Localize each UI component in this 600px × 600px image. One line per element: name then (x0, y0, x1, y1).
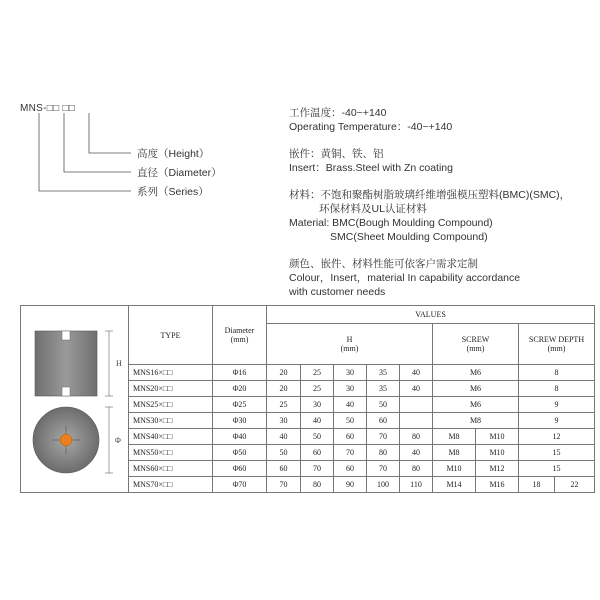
insert-circle (60, 434, 72, 446)
h-cell: 30 (334, 365, 367, 381)
h-cell: 30 (267, 413, 301, 429)
height-code-boxes: □□ (62, 103, 76, 114)
h-cell: 40 (301, 413, 334, 429)
temp-cn: 工作温度：-40~+140 (289, 107, 387, 119)
h-cell: 30 (334, 381, 367, 397)
h-cell: 40 (400, 445, 433, 461)
diameter-cell: Φ50 (213, 445, 267, 461)
product-figure-cell (21, 306, 129, 493)
material-en-1: Material: BMC(Bough Moulding Compound) (289, 217, 493, 229)
h-cell: 40 (400, 381, 433, 397)
h-header-unit: (mm) (340, 344, 359, 353)
h-cell: 80 (400, 429, 433, 445)
h-cell: 50 (334, 413, 367, 429)
h-cell: 80 (301, 477, 334, 493)
depth-header-unit: (mm) (547, 344, 566, 353)
h-cell: 70 (301, 461, 334, 477)
depth-cell: 18 (519, 477, 555, 493)
type-header: TYPE (129, 306, 213, 365)
diameter-label: 直径（Diameter） (137, 167, 222, 179)
h-cell (400, 397, 433, 413)
screw-cell: M10 (476, 429, 519, 445)
screw-header (433, 324, 519, 365)
h-cell: 35 (367, 381, 400, 397)
h-cell: 25 (301, 365, 334, 381)
screw-cell: M10 (476, 445, 519, 461)
h-cell: 70 (367, 429, 400, 445)
depth-cell: 12 (519, 429, 595, 445)
height-label: 高度（Height） (137, 148, 210, 160)
depth-cell: 9 (519, 413, 595, 429)
type-cell: MNS40×□□ (129, 429, 213, 445)
diameter-cell: Φ30 (213, 413, 267, 429)
diameter-cell: Φ60 (213, 461, 267, 477)
h-cell: 60 (301, 445, 334, 461)
h-header-label: H (346, 335, 353, 344)
h-cell: 80 (367, 445, 400, 461)
screw-cell: M16 (476, 477, 519, 493)
screw-cell: M8 (433, 429, 476, 445)
depth-cell: 8 (519, 365, 595, 381)
material-cn-2: 环保材料及UL认证材料 (319, 203, 427, 215)
h-cell: 20 (267, 381, 301, 397)
cylinder-side-view (35, 331, 97, 396)
product-drawing (21, 306, 127, 492)
diameter-header (213, 306, 267, 365)
custom-en-1: Colour，Insert，material In capability accordance (289, 272, 521, 284)
screw-cell: M6 (433, 365, 519, 381)
series-label: 系列（Series） (137, 186, 209, 198)
depth-cell: 22 (555, 477, 595, 493)
h-cell: 90 (334, 477, 367, 493)
model-code-diagram (0, 0, 280, 210)
screw-cell: M8 (433, 413, 519, 429)
h-cell: 50 (367, 397, 400, 413)
depth-header-label: SCREW DEPTH (528, 335, 585, 344)
h-cell: 110 (400, 477, 433, 493)
type-cell: MNS25×□□ (129, 397, 213, 413)
h-cell: 35 (367, 365, 400, 381)
model-prefix: MNS- (20, 103, 47, 114)
type-cell: MNS70×□□ (129, 477, 213, 493)
h-cell (400, 413, 433, 429)
depth-cell: 8 (519, 381, 595, 397)
screw-header-label: SCREW (461, 335, 490, 344)
values-table-wrapper (20, 305, 584, 493)
spec-text (289, 106, 589, 299)
top-insert-hole (62, 331, 70, 340)
bottom-insert-hole (62, 387, 70, 396)
h-cell: 70 (334, 445, 367, 461)
depth-header (519, 324, 595, 365)
h-cell: 25 (267, 397, 301, 413)
custom-en-2: with customer needs (289, 286, 386, 298)
values-header: VALUES (267, 306, 595, 324)
screw-cell: M6 (433, 381, 519, 397)
screw-cell: M8 (433, 445, 476, 461)
h-cell: 60 (334, 429, 367, 445)
type-cell: MNS30×□□ (129, 413, 213, 429)
h-cell: 60 (267, 461, 301, 477)
type-cell: MNS16×□□ (129, 365, 213, 381)
h-cell: 50 (267, 445, 301, 461)
insert-en: Insert：Brass.Steel with Zn coating (289, 162, 453, 174)
h-cell: 50 (301, 429, 334, 445)
diameter-cell: Φ40 (213, 429, 267, 445)
temp-en: Operating Temperature：-40~+140 (289, 121, 453, 133)
diameter-cell: Φ70 (213, 477, 267, 493)
material-en-2: SMC(Sheet Moulding Compound) (330, 231, 488, 243)
model-code (20, 103, 75, 114)
h-cell: 60 (334, 461, 367, 477)
screw-cell: M6 (433, 397, 519, 413)
type-cell: MNS20×□□ (129, 381, 213, 397)
h-cell: 20 (267, 365, 301, 381)
diameter-header-unit: (mm) (230, 335, 249, 344)
diameter-cell: Φ20 (213, 381, 267, 397)
screw-cell: M12 (476, 461, 519, 477)
height-symbol: H (116, 359, 122, 368)
depth-cell: 15 (519, 445, 595, 461)
type-cell: MNS60×□□ (129, 461, 213, 477)
h-cell: 25 (301, 381, 334, 397)
insert-cn: 嵌件：黄铜、铁、铝 (289, 148, 384, 160)
type-cell: MNS50×□□ (129, 445, 213, 461)
diameter-code-boxes: □□ (46, 103, 60, 114)
h-cell: 40 (334, 397, 367, 413)
h-cell: 70 (367, 461, 400, 477)
h-cell: 40 (267, 429, 301, 445)
h-cell: 30 (301, 397, 334, 413)
h-cell: 70 (267, 477, 301, 493)
h-cell: 40 (400, 365, 433, 381)
diameter-cell: Φ16 (213, 365, 267, 381)
screw-cell: M10 (433, 461, 476, 477)
custom-cn: 颜色、嵌件、材料性能可依客户需求定制 (289, 258, 478, 270)
material-cn-1: 材料：不饱和聚酯树脂玻璃纤维增强模压塑料(BMC)(SMC)， (289, 189, 571, 201)
h-cell: 60 (367, 413, 400, 429)
h-header (267, 324, 433, 365)
screw-header-unit: (mm) (466, 344, 485, 353)
screw-cell: M14 (433, 477, 476, 493)
depth-cell: 15 (519, 461, 595, 477)
diameter-symbol: Φ (115, 436, 121, 445)
diameter-cell: Φ25 (213, 397, 267, 413)
values-table (20, 305, 595, 493)
depth-cell: 9 (519, 397, 595, 413)
diameter-header-label: Diameter (224, 326, 255, 335)
h-cell: 100 (367, 477, 400, 493)
h-cell: 80 (400, 461, 433, 477)
